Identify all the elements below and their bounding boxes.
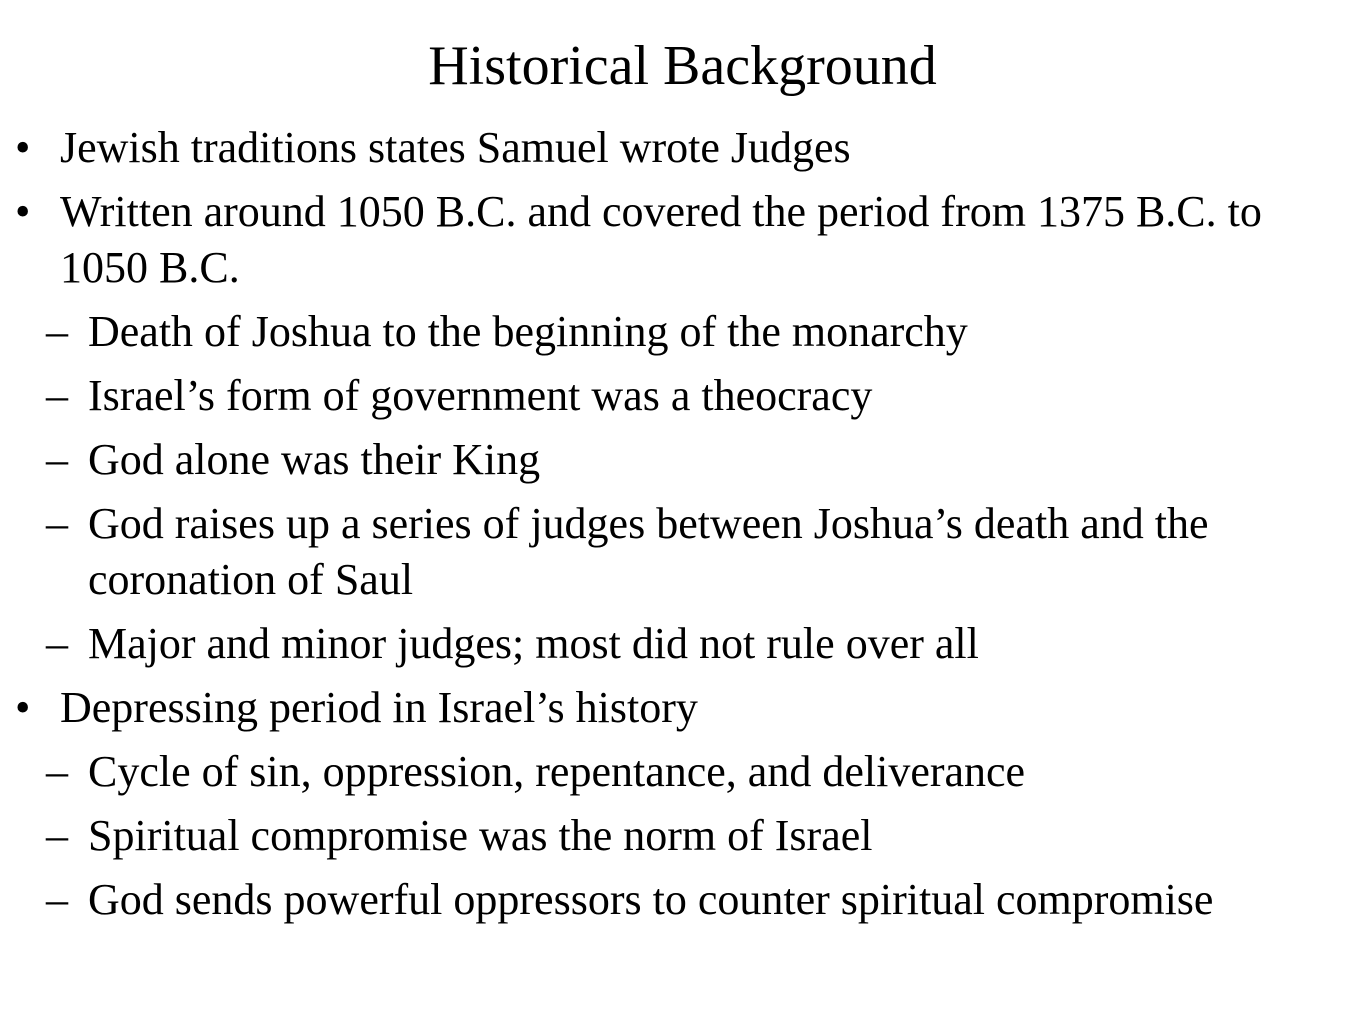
slide-title: Historical Background xyxy=(428,35,937,97)
list-item-text: God alone was their King xyxy=(88,435,541,484)
list-item xyxy=(0,872,1308,928)
list-item xyxy=(0,368,1308,424)
list-item-text: Major and minor judges; most did not rule over all xyxy=(88,619,979,668)
list-item-text: Jewish traditions states Samuel wrote Judges xyxy=(60,123,851,172)
bullet-marker: • xyxy=(15,683,31,732)
list-item-text: Death of Joshua to the beginning of the monarchy xyxy=(88,307,968,356)
list-item-text: Depressing period in Israel’s history xyxy=(60,683,698,732)
dash-marker: – xyxy=(46,435,68,484)
list-item xyxy=(0,496,1308,608)
bullet-marker: • xyxy=(15,123,31,172)
list-item-text: God raises up a series of judges between Joshua’s death and the coronation of Saul xyxy=(88,499,1209,604)
list-item xyxy=(0,680,1280,736)
dash-marker: – xyxy=(46,619,68,668)
list-item xyxy=(0,304,1308,360)
bullet-marker: • xyxy=(15,187,31,236)
list-item-text: Written around 1050 B.C. and covered the period from 1375 B.C. to 1050 B.C. xyxy=(60,187,1262,292)
list-item xyxy=(0,616,1308,672)
list-item-text: Spiritual compromise was the norm of Israel xyxy=(88,811,873,860)
dash-marker: – xyxy=(46,875,68,924)
list-item xyxy=(0,432,1308,488)
list-item xyxy=(0,744,1308,800)
dash-marker: – xyxy=(46,747,68,796)
dash-marker: – xyxy=(46,371,68,420)
dash-marker: – xyxy=(46,811,68,860)
list-item xyxy=(0,184,1280,296)
list-item-text: God sends powerful oppressors to counter spiritual compromise xyxy=(88,875,1214,924)
dash-marker: – xyxy=(46,307,68,356)
list-item xyxy=(0,120,1280,176)
bullet-list xyxy=(0,120,1365,936)
list-item xyxy=(0,808,1308,864)
list-item-text: Israel’s form of government was a theocracy xyxy=(88,371,873,420)
dash-marker: – xyxy=(46,499,68,548)
list-item-text: Cycle of sin, oppression, repentance, and deliverance xyxy=(88,747,1026,796)
